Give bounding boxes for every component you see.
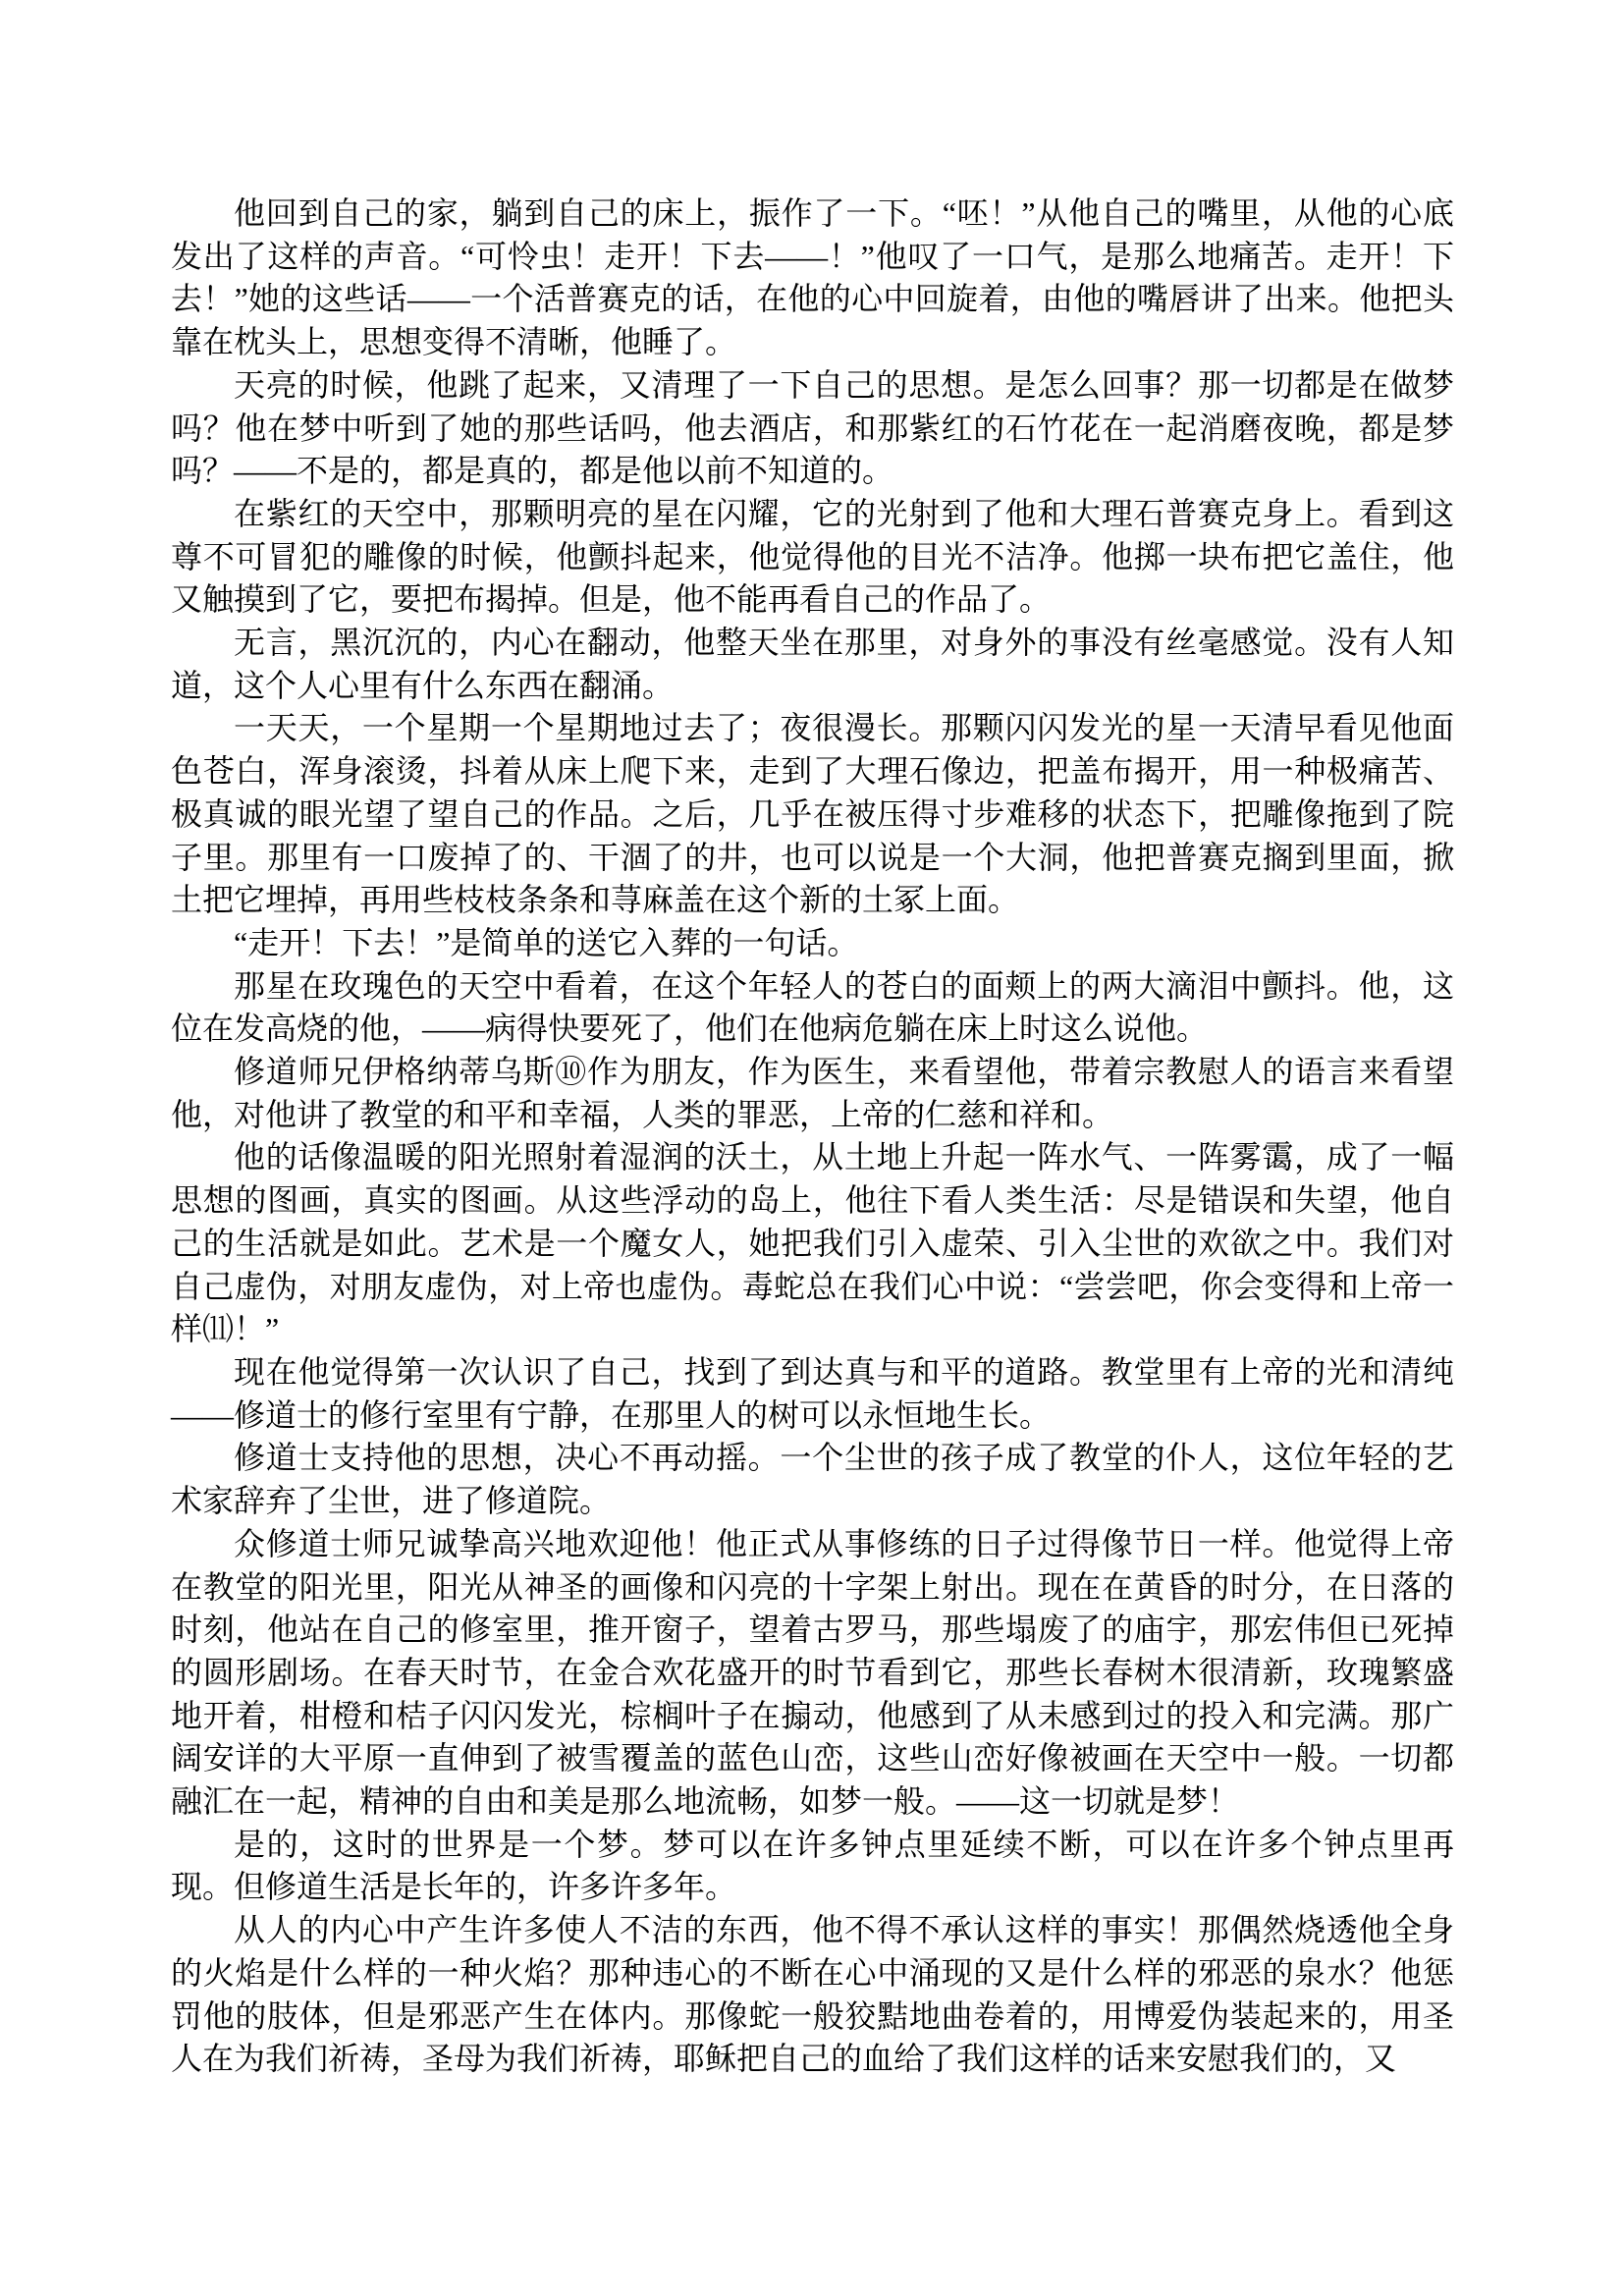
paragraph: 现在他觉得第一次认识了自己，找到了到达真与和平的道路。教堂里有上帝的光和清纯——修道士的修行室里有宁静，在那里人的树可以永恒地生长。	[171, 1353, 1454, 1433]
paragraph: 众修道士师兄诚挚高兴地欢迎他！他正式从事修练的日子过得像节日一样。他觉得上帝在教堂的阳光里，阳光从神圣的画像和闪亮的十字架上射出。现在在黄昏的时分，在日落的时刻，他站在自己的修室里，推开窗子，望着古罗马，那些塌废了的庙宇，那宏伟但已死掉的圆形剧场。在春天时节，在金合欢花盛开的时节看到它，那些长春树木很清新，玫瑰繁盛地开着，柑橙和桔子闪闪发光，棕榈叶子在搧动，他感到了从未感到过的投入和完满。那广阔安详的大平原一直伸到了被雪覆盖的蓝色山峦，这些山峦好像被画在天空中一般。一切都融汇在一起，精神的自由和美是那么地流畅，如梦一般。——这一切就是梦！	[171, 1525, 1454, 1820]
paragraph: 那星在玫瑰色的天空中看着，在这个年轻人的苍白的面颊上的两大滴泪中颤抖。他，这位在发高烧的他，——病得快要死了，他们在他病危躺在床上时这么说他。	[171, 967, 1454, 1047]
paragraph: 天亮的时候，他跳了起来，又清理了一下自己的思想。是怎么回事？那一切都是在做梦吗？他在梦中听到了她的那些话吗，他去酒店，和那紫红的石竹花在一起消磨夜晚，都是梦吗？——不是的，都是真的，都是他以前不知道的。	[171, 366, 1454, 489]
paragraph: 从人的内心中产生许多使人不洁的东西，他不得不承认这样的事实！那偶然烧透他全身的火焰是什么样的一种火焰？那种违心的不断在心中涌现的又是什么样的邪恶的泉水？他惩罚他的肢体，但是邪恶产生在体内。那像蛇一般狡黠地曲卷着的，用博爱伪装起来的，用圣人在为我们祈祷，圣母为我们祈祷，耶稣把自己的血给了我们这样的话来安慰我们的，又	[171, 1912, 1454, 2077]
paragraph: 在紫红的天空中，那颗明亮的星在闪耀，它的光射到了他和大理石普赛克身上。看到这尊不可冒犯的雕像的时候，他颤抖起来，他觉得他的目光不洁净。他掷一块布把它盖住，他又触摸到了它，要把布揭掉。但是，他不能再看自己的作品了。	[171, 495, 1454, 618]
paragraph: 无言，黑沉沉的，内心在翻动，他整天坐在那里，对身外的事没有丝毫感觉。没有人知道，这个人心里有什么东西在翻涌。	[171, 625, 1454, 703]
paragraph: 一天天，一个星期一个星期地过去了；夜很漫长。那颗闪闪发光的星一天清早看见他面色苍白，浑身滚烫，抖着从床上爬下来，走到了大理石像边，把盖布揭开，用一种极痛苦、极真诚的眼光望了望自己的作品。之后，几乎在被压得寸步难移的状态下，把雕像拖到了院子里。那里有一口废掉了的、干涸了的井，也可以说是一个大洞，他把普赛克搁到里面，掀土把它埋掉，再用些枝枝条条和荨麻盖在这个新的土冢上面。	[171, 710, 1454, 918]
paragraph: 他回到自己的家，躺到自己的床上，振作了一下。“呸！”从他自己的嘴里，从他的心底发出了这样的声音。“可怜虫！走开！下去——！”他叹了一口气，是那么地痛苦。走开！下去！”她的这些话——一个活普赛克的话，在他的心中回旋着，由他的嘴唇讲了出来。他把头靠在枕头上，思想变得不清晰，他睡了。	[171, 195, 1454, 360]
paragraph: 他的话像温暖的阳光照射着湿润的沃土，从土地上升起一阵水气、一阵雾霭，成了一幅思想的图画，真实的图画。从这些浮动的岛上，他往下看人类生活：尽是错误和失望，他自己的生活就是如此。艺术是一个魔女人，她把我们引入虚荣、引入尘世的欢欲之中。我们对自己虚伪，对朋友虚伪，对上帝也虚伪。毒蛇总在我们心中说：“尝尝吧，你会变得和上帝一样⑾！”	[171, 1139, 1454, 1347]
paragraph: 修道士支持他的思想，决心不再动摇。一个尘世的孩子成了教堂的仆人，这位年轻的艺术家辞弃了尘世，进了修道院。	[171, 1440, 1454, 1519]
paragraph: 是的，这时的世界是一个梦。梦可以在许多钟点里延续不断，可以在许多个钟点里再现。但修道生活是长年的，许多许多年。	[171, 1826, 1454, 1905]
text-body	[171, 192, 1454, 2081]
paragraph: 修道师兄伊格纳蒂乌斯⑩作为朋友，作为医生，来看望他，带着宗教慰人的语言来看望他，对他讲了教堂的和平和幸福，人类的罪恶，上帝的仁慈和祥和。	[171, 1054, 1454, 1132]
paragraph: “走开！下去！”是简单的送它入葬的一句话。	[234, 924, 859, 960]
